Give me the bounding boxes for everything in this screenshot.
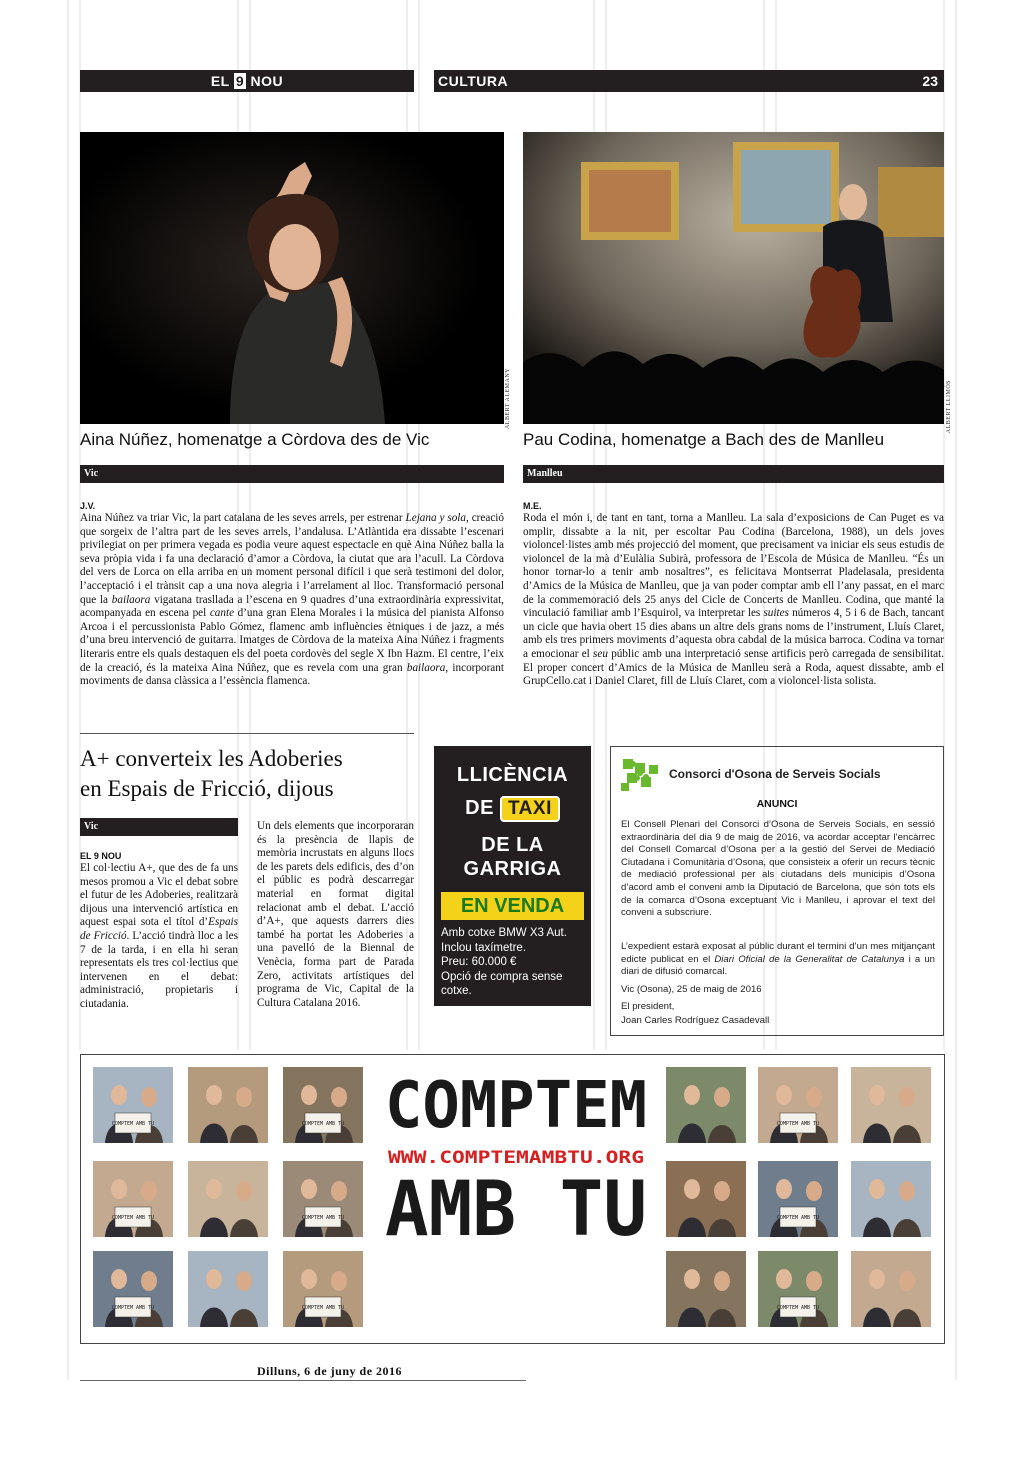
- ad-taxi-info: [441, 926, 587, 999]
- article2-byline: M.E.: [523, 501, 542, 511]
- consorci-p2: L’expedient estarà exposat al públic durant el termini d’un mes mitjançant edicte publicat en el Diari Oficial de la Generalitat de Catalunya i a un diari de difusió comarcal.: [621, 941, 936, 978]
- svg-text:COMPTEM AMB TU: COMPTEM AMB TU: [111, 1215, 155, 1221]
- footer-date: Dilluns, 6 de juny de 2016: [257, 1364, 403, 1378]
- section-name: CULTURA: [438, 73, 509, 89]
- svg-text:COMPTEM AMB TU: COMPTEM AMB TU: [776, 1121, 820, 1127]
- campaign-photo-thumb: [758, 1161, 838, 1237]
- ad-taxi-line1: LLICÈNCIA: [456, 764, 569, 786]
- svg-text:COMPTEM AMB TU: COMPTEM AMB TU: [776, 1305, 820, 1311]
- comptem-url: WWW.COMPTEMAMBTU.ORG: [388, 1148, 644, 1168]
- comptem-logo: [381, 1065, 651, 1335]
- campaign-photo-thumb: [93, 1161, 173, 1237]
- svg-text:COMPTEM AMB TU: COMPTEM AMB TU: [301, 1305, 345, 1311]
- svg-text:COMPTEM AMB TU: COMPTEM AMB TU: [111, 1121, 155, 1127]
- svg-text:COMPTEM AMB TU: COMPTEM AMB TU: [776, 1215, 820, 1221]
- header-el: EL: [210, 73, 230, 89]
- photo-aina-nunez: [80, 132, 504, 424]
- campaign-photo-thumb: [666, 1067, 746, 1143]
- comptem-line1: COMPTEM: [385, 1069, 647, 1143]
- puzzle-logo-icon: [619, 755, 663, 795]
- ad-taxi-info3: Preu: 60.000 €: [441, 956, 517, 968]
- header-num: 9: [235, 73, 245, 89]
- consorci-p1: El Consell Plenari del Consorci d’Osona de Serveis Socials, en sessió extraordinària del dia 9 de maig de 2016, va acordar acceptar l’encàrrec del Consell Comarcal d’Osona per a la gestió del Servei de Mediació Ciutadana i Comunitària d’Osona, que consisteix a oferir un recurs tècnic de mediació professional per als ciutadans dels municipis d’Osona d’acord amb el conveni amb la Diputació de Barcelona, que són tots els de la comarca d’Osona exceptuant Vic i Manlleu, i aprovar el text del conveni a subscriure.: [621, 819, 935, 919]
- campaign-photo-thumb: [188, 1251, 268, 1327]
- article1-body: Aina Núñez va triar Vic, la part catalana de les seves arrels, per estrenar Lejana y sola, creació que sorgeix de l’altra part de les seves arrels, l’andalusa. L’Atlàntida era dissabte l’escenari privilegiat on per primera vegada es podia veure aquest espectacle en què Aina Núñez balla la seva pròpia vida i fa una declaració d’amor a Còrdova, la ciutat que ara l’acull. La Còrdova del vers de Lorca on ella arriba en un moment personal difícil i que serà testimoni del dolor, l’acceptació i el trànsit cap a una nova alegria i l’arrelament al lloc. Transformació personal que la bailaora vigatana trasllada a l’escena en 9 quadres d’una extraordinària expressivitat, acompanyada en escena pel cante d’una gran Elena Morales i la música del pianista Alfonso Arcoa i el percussionista Pablo Gómez, flamenc amb influències ètniques i de jazz, a més d’una breu intervenció de guitarra. Imatges de Còrdova de la mateixa Aina Núñez i fragments literaris entre els quals destaquen els del poeta cordovès del segle X Ibn Hazm. El centre, l’eix de la creació, és la mateixa Aina Núñez, que es revela com una gran bailaora, incorporant moviments de dansa clàssica a l’essència flamenca.: [80, 512, 504, 688]
- ad-taxi-box-text: TAXI: [507, 798, 552, 819]
- consorci-sign-name: Joan Carles Rodríguez Casadevall: [621, 1015, 770, 1026]
- article3-headline-line1: A+ converteix les Adoberies: [80, 746, 343, 771]
- article1-tag-bar: [80, 465, 504, 483]
- consorci-sign-role: El president,: [621, 1001, 675, 1012]
- article1-byline: J.V.: [80, 501, 96, 511]
- photo-credit-2: ALBERT LLIMÓS: [946, 380, 952, 434]
- ad-taxi-line2: [434, 796, 591, 822]
- article2-headline: Pau Codina, homenatge a Bach des de Manlleu: [523, 430, 885, 449]
- ad-taxi-de: DE: [465, 797, 494, 819]
- campaign-photo-thumb: [283, 1251, 363, 1327]
- header-nou: NOU: [250, 73, 284, 89]
- campaign-photo-thumb: [666, 1161, 746, 1237]
- svg-text:COMPTEM AMB TU: COMPTEM AMB TU: [111, 1305, 155, 1311]
- comptem-line2: AMB TU: [385, 1164, 647, 1253]
- article3-tag: Vic: [84, 821, 99, 832]
- photo-credit-1: ALBERT ALEMANY: [505, 368, 511, 430]
- header-section-bar: [434, 70, 944, 92]
- campaign-photo-thumb: [93, 1067, 173, 1143]
- campaign-photo-thumb: [283, 1067, 363, 1143]
- consorci-name: Consorci d'Osona de Serveis Socials: [669, 767, 881, 781]
- ad-taxi-info2: Inclou taxímetre.: [441, 941, 527, 954]
- header-paper-name: [80, 70, 414, 92]
- ad-comptem-amb-tu: [80, 1054, 945, 1344]
- article3-col1: El col·lectiu A+, que des de fa uns mesos promou a Vic el debat sobre el futur de les Adoberies, realitzarà dijous una intervenció artística en aquest espai sota el títol d’Espais de Fricció. L’acció tindrà lloc a les 7 de la tarda, i en ella hi seran representats els tres col·lectius que intervenen en el debat: administració, propietaris i ciutadania.: [80, 862, 238, 1010]
- campaign-photo-thumb: [851, 1161, 931, 1237]
- article1-tag: Vic: [84, 468, 99, 479]
- ad-taxi-info1: Amb cotxe BMW X3 Aut.: [441, 927, 567, 939]
- article1-headline: Aina Núñez, homenatge a Còrdova des de Vic: [80, 430, 430, 449]
- consorci-place-date: Vic (Osona), 25 de maig de 2016: [621, 984, 762, 995]
- page-number: 23: [922, 73, 938, 89]
- article3-tag-bar: [80, 818, 238, 836]
- article3-headline: [80, 744, 420, 804]
- article2-tag: Manlleu: [527, 468, 563, 479]
- ad-consorci-anunci: [610, 746, 944, 1036]
- campaign-photo-thumb: [93, 1251, 173, 1327]
- article3-byline: EL 9 NOU: [80, 851, 122, 861]
- ad-taxi-line3: DE LA: [481, 834, 544, 856]
- footer-rule: [80, 1380, 526, 1381]
- campaign-photo-thumb: [188, 1161, 268, 1237]
- svg-text:COMPTEM AMB TU: COMPTEM AMB TU: [301, 1215, 345, 1221]
- campaign-photo-thumb: [666, 1251, 746, 1327]
- campaign-photo-thumb: [851, 1067, 931, 1143]
- article3-top-rule: [80, 733, 414, 734]
- article2-tag-bar: [523, 465, 944, 483]
- campaign-photo-thumb: [188, 1067, 268, 1143]
- svg-text:COMPTEM AMB TU: COMPTEM AMB TU: [301, 1121, 345, 1127]
- photo-pau-codina: [523, 132, 944, 424]
- campaign-photo-thumb: [758, 1251, 838, 1327]
- ad-taxi-email: bwtaxilagarriga@gmail.com: [441, 1006, 587, 1018]
- ad-taxi-line4: GARRIGA: [463, 858, 562, 880]
- ad-taxi-venda: EN VENDA: [441, 892, 584, 920]
- campaign-photo-thumb: [851, 1251, 931, 1327]
- taxi-sign-icon: [500, 796, 560, 822]
- campaign-photo-thumb: [758, 1067, 838, 1143]
- article2-body: Roda el món i, de tant en tant, torna a Manlleu. La sala d’exposicions de Can Puget es va omplir, dissabte a la nit, per escoltar Pau Codina (Barcelona, 1988), un dels joves violoncel·listes amb més projecció del moment, que precisament va iniciar els seus estudis de violoncel de la mà d’Eulàlia Subirà, professora de l’Escola de Música de Manlleu. “És un honor tornar-lo a tenir amb nosaltres”, es felicitava Montserrat Pladelasala, presidenta d’Amics de la Música de Manlleu, que ja van poder comptar amb ell l’any passat, en el marc de la commemoració dels 25 anys del Cicle de Concerts de Manlleu. Codina, que manté la vinculació familiar amb l’Esquirol, va interpretar les suites números 4, 5 i 6 de Bach, tancant un cicle que havia obert 15 dies abans un altre dels grans noms de l’instrument, Lluís Claret, amb els tres primers moviments d’aquesta obra cabdal de la música barroca. Codina va tornar a emocionar el seu públic amb una interpretació sense artificis però carregada de sensibilitat. El proper concert d’Amics de la Música de Manlleu serà a Roda, aquest dissabte, amb el GrupCello.cat i Daniel Claret, fill de Lluís Claret, com a violoncel·lista solista.: [523, 512, 944, 688]
- campaign-photo-thumb: [283, 1161, 363, 1237]
- consorci-anunci-title: ANUNCI: [756, 798, 798, 810]
- ad-taxi-info4: Opció de compra sense cotxe.: [441, 970, 563, 997]
- article3-col2: Un dels elements que incorporaran és la presència de llapis de memòria incrustats en alguns llocs de les parets dels edificis, des d’on el públic es podrà descarregar material en format digital relacionat amb el debat. L’acció d’A+, que aquests darrers dies també ha portat les Adoberies a una pavelló de la Biennal de Venècia, forma part de Parada Zero, activitats artístiques del programa de Vic, Capital de la Cultura Catalana 2016.: [257, 820, 414, 1009]
- article3-headline-line2: en Espais de Fricció, dijous: [80, 776, 334, 801]
- ad-taxi-licence: [434, 746, 591, 1018]
